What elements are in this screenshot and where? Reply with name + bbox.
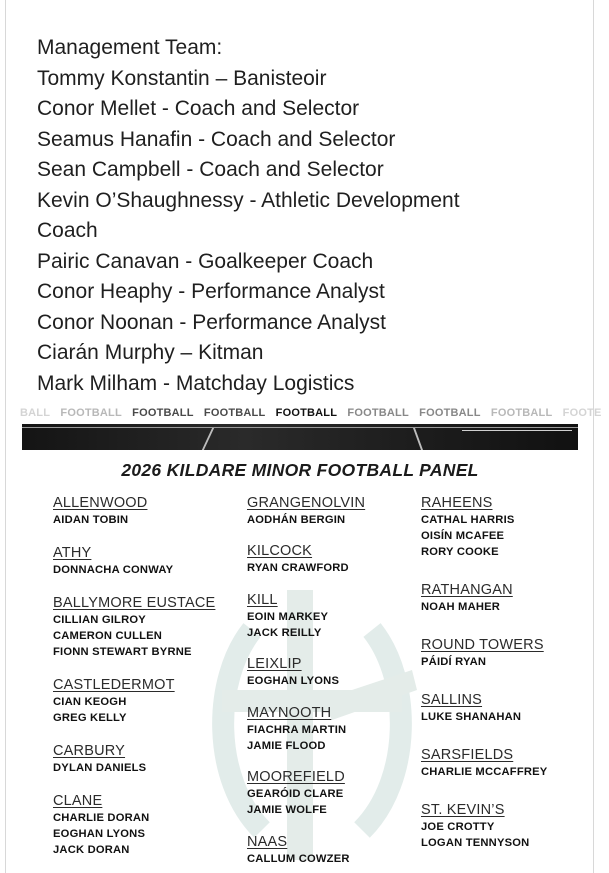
player-name: LUKE SHANAHAN [421, 711, 522, 723]
player-name: AIDAN TOBIN [53, 514, 129, 526]
club-block [421, 746, 547, 780]
management-member: Mark Milham - Matchday Logistics [37, 371, 355, 395]
club-name: MAYNOOTH [247, 705, 332, 721]
player-name: JACK DORAN [53, 844, 130, 856]
player-name: LOGAN TENNYSON [421, 837, 530, 849]
management-member: Kevin O’Shaughnessy - Athletic Development [37, 188, 460, 212]
player-name: RORY COOKE [421, 546, 499, 558]
pitch-photo-banner [22, 424, 578, 450]
club-block [247, 833, 350, 867]
club-block [53, 676, 175, 726]
page-border-left [5, 0, 6, 873]
club-name: ATHY [53, 545, 92, 561]
club-block [421, 581, 513, 615]
club-block [247, 768, 345, 818]
player-name: CIAN KEOGH [53, 696, 127, 708]
management-member: Conor Mellet - Coach and Selector [37, 97, 360, 120]
club-name: SALLINS [421, 692, 483, 708]
player-name: CAMERON CULLEN [53, 630, 163, 642]
club-name: GRANGENOLVIN [247, 495, 366, 511]
club-block [247, 655, 339, 689]
club-name: KILCOCK [247, 543, 313, 559]
ribbon-word: FOOTBALL [347, 407, 409, 419]
club-name: ST. KEVIN’S [421, 802, 505, 818]
club-name: NAAS [247, 834, 288, 850]
management-member: Tommy Konstantin – Banisteoir [37, 66, 327, 90]
player-name: PÁIDÍ RYAN [421, 656, 487, 668]
management-team-section [37, 33, 577, 399]
pitch-line [413, 428, 423, 450]
player-name: CILLIAN GILROY [53, 614, 146, 626]
player-name: JAMIE FLOOD [247, 740, 326, 752]
club-block [421, 494, 515, 560]
club-name: CARBURY [53, 743, 126, 759]
player-name: AODHÁN BERGIN [247, 514, 346, 526]
management-member: Coach [37, 219, 98, 242]
club-name: ALLENWOOD [53, 495, 148, 511]
player-name: EOIN MARKEY [247, 611, 329, 623]
club-block [247, 494, 365, 528]
pitch-line [202, 428, 214, 450]
player-name: JACK REILLY [247, 627, 322, 639]
club-block [247, 591, 328, 641]
player-name: JOE CROTTY [421, 821, 495, 833]
club-name: BALLYMORE EUSTACE [53, 595, 216, 611]
management-member: Pairic Canavan - Goalkeeper Coach [37, 249, 374, 273]
player-name: NOAH MAHER [421, 601, 501, 613]
player-name: GEARÓID CLARE [247, 788, 344, 800]
management-member: Seamus Hanafin - Coach and Selector [37, 127, 396, 151]
player-name: OISÍN MCAFEE [421, 530, 505, 542]
club-name: LEIXLIP [247, 656, 302, 672]
ribbon-word: BALL [20, 407, 51, 419]
player-name: GREG KELLY [53, 712, 127, 724]
pitch-line [462, 430, 572, 431]
player-name: JAMIE WOLFE [247, 804, 327, 816]
player-name: CHARLIE DORAN [53, 812, 150, 824]
club-name: ROUND TOWERS [421, 637, 544, 653]
club-block [53, 792, 149, 858]
club-name: KILL [247, 592, 278, 608]
club-block [247, 704, 346, 754]
ribbon-word: FOOTBALL [275, 407, 338, 419]
club-block [421, 801, 529, 851]
club-name: RAHEENS [421, 495, 493, 511]
player-name: EOGHAN LYONS [247, 675, 340, 687]
club-name: MOOREFIELD [247, 769, 345, 785]
club-block [53, 494, 147, 528]
player-name: FIACHRA MARTIN [247, 724, 347, 736]
football-word-ribbon [20, 404, 602, 422]
page-border-right [593, 0, 594, 873]
management-member: Conor Heaphy - Performance Analyst [37, 280, 385, 303]
management-member: Ciarán Murphy – Kitman [37, 341, 264, 364]
management-heading: Management Team: [37, 36, 223, 59]
player-name: CATHAL HARRIS [421, 514, 515, 526]
management-member: Sean Campbell - Coach and Selector [37, 158, 384, 181]
club-block [421, 691, 521, 725]
ribbon-word: FOOTBALL [60, 407, 122, 419]
pitch-line [22, 427, 578, 428]
player-name: RYAN CRAWFORD [247, 562, 349, 574]
player-name: DYLAN DANIELS [53, 762, 147, 774]
club-block [53, 742, 146, 776]
player-name: CALLUM COWZER [247, 853, 350, 865]
club-name: SARSFIELDS [421, 747, 514, 763]
panel-title: 2026 KILDARE MINOR FOOTBALL PANEL [121, 460, 479, 480]
club-name: CLANE [53, 793, 103, 809]
ribbon-word: FOOTBALL [419, 407, 481, 419]
club-name: RATHANGAN [421, 582, 513, 598]
player-name: DONNACHA CONWAY [53, 564, 174, 576]
player-name: CHARLIE MCCAFFREY [421, 766, 548, 778]
minor-panel-graphic [22, 450, 578, 873]
club-block [247, 542, 349, 576]
club-block [421, 636, 544, 670]
ribbon-word: FOOTBALL [132, 407, 194, 419]
club-block [53, 594, 215, 660]
player-name: FIONN STEWART BYRNE [53, 646, 192, 658]
player-name: EOGHAN LYONS [53, 828, 146, 840]
club-name: CASTLEDERMOT [53, 677, 175, 693]
ribbon-word: FOOTBALL [490, 407, 553, 419]
ribbon-word: FOOTBALL [203, 407, 266, 419]
club-block [53, 544, 173, 578]
management-member: Conor Noonan - Performance Analyst [37, 310, 387, 334]
ribbon-word: FOOTE [562, 407, 602, 419]
